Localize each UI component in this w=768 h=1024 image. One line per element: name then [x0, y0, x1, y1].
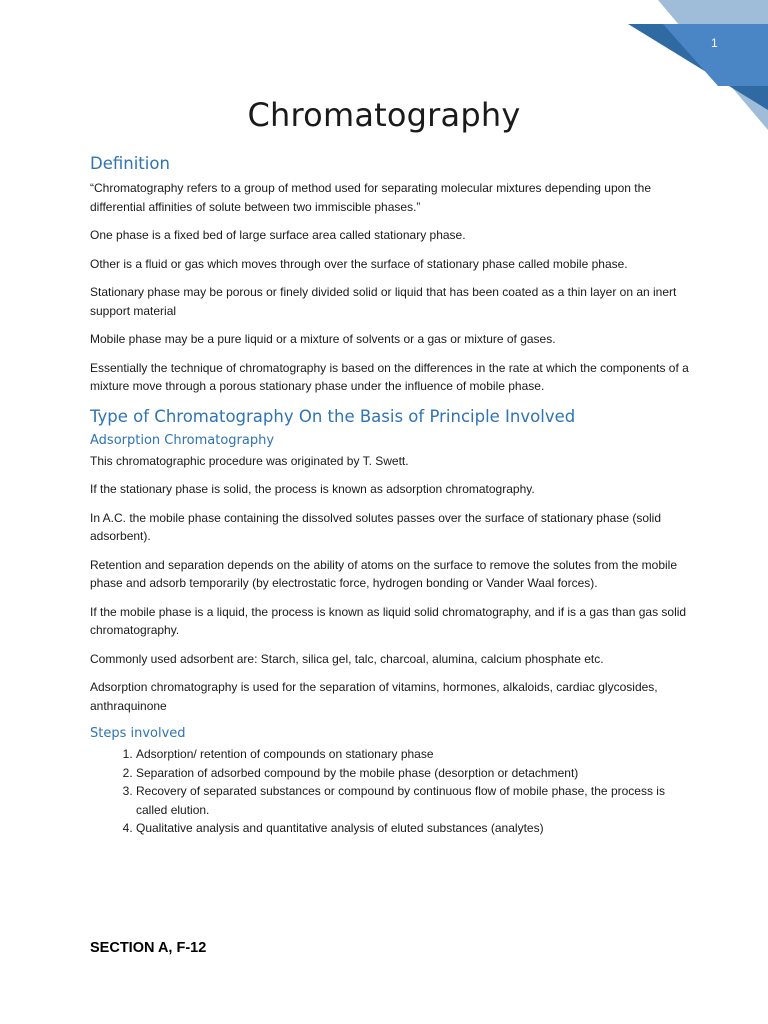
paragraph: Adsorption chromatography is used for the separation of vitamins, hormones, alkaloids, cardiac glycosides, anthraquinone — [90, 680, 658, 713]
footer-section-label: SECTION A, F-12 — [90, 940, 207, 956]
paragraph: Retention and separation depends on the ability of atoms on the surface to remove the solutes from the mobile phase and adsorb temporarily (by electrostatic force, hydrogen bonding or Vander Waal forces). — [90, 557, 678, 590]
list-item: 4. Qualitative analysis and quantitative analysis of eluted substances (analytes) — [136, 819, 690, 838]
paragraph: In A.C. the mobile phase containing the dissolved solutes passes over the surface of stationary phase (solid adsorbent). — [90, 510, 661, 543]
document-body — [90, 153, 690, 838]
adsorption-heading: Adsorption Chromatography — [90, 432, 275, 448]
page-number: 1 — [711, 36, 718, 50]
steps-heading: Steps involved — [90, 726, 186, 741]
types-heading: Type of Chromatography On the Basis of Principle Involved — [90, 406, 576, 426]
paragraph: One phase is a fixed bed of large surface area called stationary phase. — [90, 228, 466, 242]
paragraph: “Chromatography refers to a group of method used for separating molecular mixtures depending upon the differential affinities of solute between two immiscible phases.” — [90, 181, 651, 214]
paragraph: If the stationary phase is solid, the process is known as adsorption chromatography. — [90, 482, 535, 496]
paragraph: Commonly used adsorbent are: Starch, silica gel, talc, charcoal, alumina, calcium phosphate etc. — [90, 651, 604, 666]
paragraph: Essentially the technique of chromatography is based on the differences in the rate at which the components of a mixture move through a porous stationary phase under the influence of mobile phase. — [90, 360, 689, 393]
definition-heading: Definition — [90, 154, 170, 173]
paragraph: This chromatographic procedure was originated by T. Swett. — [90, 453, 409, 468]
list-item: 2. Separation of adsorbed compound by the mobile phase (desorption or detachment) — [136, 764, 690, 783]
paragraph: Other is a fluid or gas which moves through over the surface of stationary phase called mobile phase. — [90, 256, 628, 271]
paragraph: Mobile phase may be a pure liquid or a mixture of solvents or a gas or mixture of gases. — [90, 332, 556, 346]
page-title: Chromatography — [247, 96, 521, 134]
paragraph: If the mobile phase is a liquid, the process is known as liquid solid chromatography, and if is a gas than gas solid chromatography. — [90, 604, 687, 637]
list-item: 3. Recovery of separated substances or compound by continuous flow of mobile phase, the process is called elution. — [136, 782, 690, 819]
list-item: 1. Adsorption/ retention of compounds on stationary phase — [136, 745, 690, 764]
paragraph: Stationary phase may be porous or finely divided solid or liquid that has been coated as a thin layer on an inert support material — [90, 285, 677, 318]
steps-list — [90, 745, 690, 838]
